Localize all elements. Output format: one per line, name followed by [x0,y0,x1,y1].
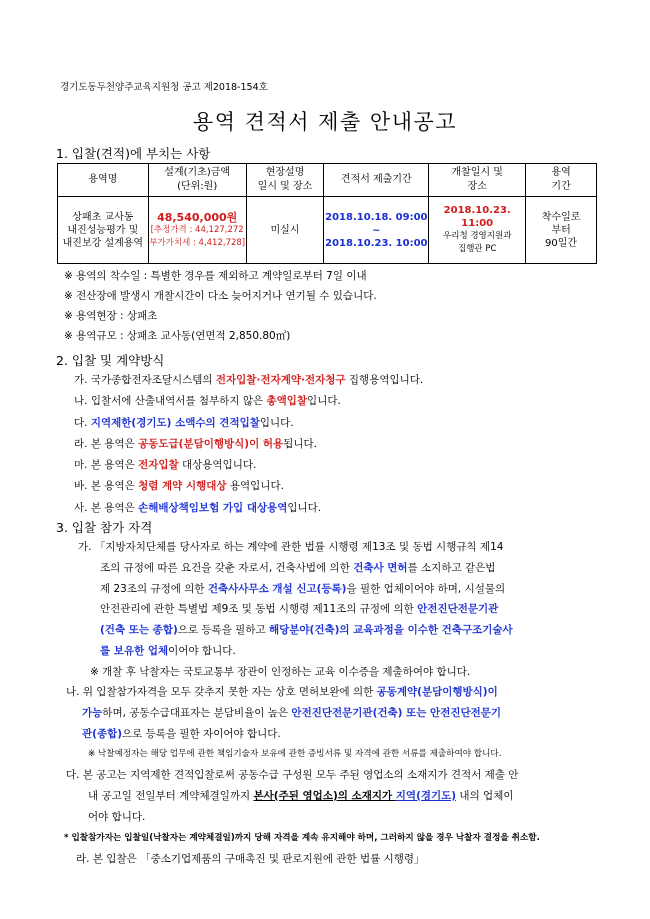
qualification-ga: 가. 「지방자치단체를 당사자로 하는 계약에 관한 법률 시행령 제13조 및 동법 시행규칙 제14 조의 규정에 따른 요건을 갖춘 자로서, 건축사법에 의한 건축사 면허를 소지하고 같은법 제 23조의 규정에 의한 건축사사무소 개설 신고(등록)을 필한 업체이어야 하며, 시설물의 안전관리에 관한 특별법 제9조 및 동법 시행령 제11조의 규정에 의한 안전진단전문기관 (건축 또는 종합)으로 등록을 필하고 해당분야(건축)의 교육과정을 이수한 건축구조기술사 를 보유한 업체이어야 합니다. ※ 개찰 후 낙찰자는 국토교통부 장관이 인정하는 교육 이수증을 제출하여야 합니다. [78,537,513,683]
qualification-ra: 라. 본 입찰은 「중소기업제품의 구매촉진 및 판로지원에 관한 법률 시행령」 [76,853,425,865]
design-amount: 48,540,000원 [157,210,238,224]
col-header-opening: 개찰일시 및 장소 [429,164,526,197]
list-item: 라. 본 용역은 공동도급(분담이행방식)이 허용됩니다. [74,437,317,450]
list-item: 마. 본 용역은 전자입찰 대상용역입니다. [74,459,257,472]
list-item: 사. 본 용역은 손해배상책임보험 가입 대상용역입니다. [74,501,322,514]
briefing-cell: 미실시 [246,197,324,264]
star-note: * 입찰참가자는 입찰일(낙찰자는 계약체결일)까지 당해 자격을 계속 유지해야 하며, 그러하지 않을 경우 낙찰자 결정을 취소함. [64,833,540,843]
table-row [58,197,597,264]
list-item: 바. 본 용역은 청렴 계약 시행대상 용역입니다. [74,480,284,493]
col-header-service: 용역명 [58,164,149,197]
period-cell: 착수일로 부터 90일간 [526,197,597,264]
note: ※ 개찰 후 낙찰자는 국토교통부 장관이 인정하는 교육 이수증을 제출하여야 합니다. [90,665,471,678]
bid-info-table [57,163,597,264]
col-header-briefing: 현장설명 일시 및 장소 [246,164,324,197]
section3-heading: 3. 입찰 참가 자격 [56,520,153,535]
section2-items [74,370,423,519]
col-header-period: 용역 기간 [526,164,597,197]
qualification-na: 나. 위 입찰참가자격을 모두 갖추지 못한 자는 상호 면허보완에 의한 공동계약(분담이행방식)이 가능하며, 공동수급대표자는 분담비율이 높은 안전진단전문기관(건축) 또는 안전진단전문기 관(종합)으로 등록을 필한 자이어야 합니다. ※ 낙찰예정자는 해당 업무에 관한 책임기술자 보유에 관한 증빙서류 및 자격에 관한 서류를 제출하여야 합니다. [66,682,501,765]
submission-period-cell: 2018.10.18. 09:00 ~ 2018.10.23. 10:00 [324,197,429,264]
section2-heading: 2. 입찰 및 계약방식 [56,353,165,368]
col-header-amount: 설계(기초)금액 (단위:원) [148,164,246,197]
amount-cell [148,197,246,264]
service-name-cell: 상패초 교사동 내진성능평가 및 내진보강 설계용역 [58,197,149,264]
section1-notes: ※ 용역의 착수일 : 특별한 경우를 제외하고 계약일로부터 7일 이내 ※ 전산장애 발생시 개찰시간이 다소 늦어지거나 연기될 수 있습니다. ※ 용역현장 : 상패초 ※ 용역규모 : 상패초 교사동(연면적 2,850.80㎡) [64,270,377,342]
estimated-price: [추정가격 : 44,127,272 [150,224,244,235]
document-title: 용역 견적서 제출 안내공고 [192,110,458,134]
list-item: 나. 입찰서에 산출내역서를 첨부하지 않은 총액입찰입니다. [74,395,341,408]
list-item: 다. 지역제한(경기도) 소액수의 견적입찰입니다. [74,416,294,429]
section1-heading: 1. 입찰(견적)에 부치는 사항 [56,146,211,161]
vat-amount: 부가가치세 : 4,412,728] [149,237,246,248]
notice-number: 경기도동두천양주교육지원청 공고 제2018-154호 [60,82,268,93]
table-header-row [58,164,597,197]
note: ※ 낙찰예정자는 해당 업무에 관한 책임기술자 보유에 관한 증빙서류 및 자격에 관한 서류를 제출하여야 합니다. [88,749,502,760]
qualification-da: 다. 본 공고는 지역제한 견적입찰로써 공동수급 구성원 모두 주된 영업소의 소재지가 견적서 제출 안 내 공고일 전일부터 계약체결일까지 본사(주된 영업소)의 소재지가 지역(경기도) 내의 업체이 어야 합니다. [66,769,519,823]
list-item: 가. 국가종합전자조달시스템의 전자입찰·전자계약·전자청구 집행용역입니다. [74,374,424,386]
opening-cell: 2018.10.23. 11:00 우리청 경영지원과 집행관 PC [429,197,526,264]
col-header-submission: 견적서 제출기간 [324,164,429,197]
